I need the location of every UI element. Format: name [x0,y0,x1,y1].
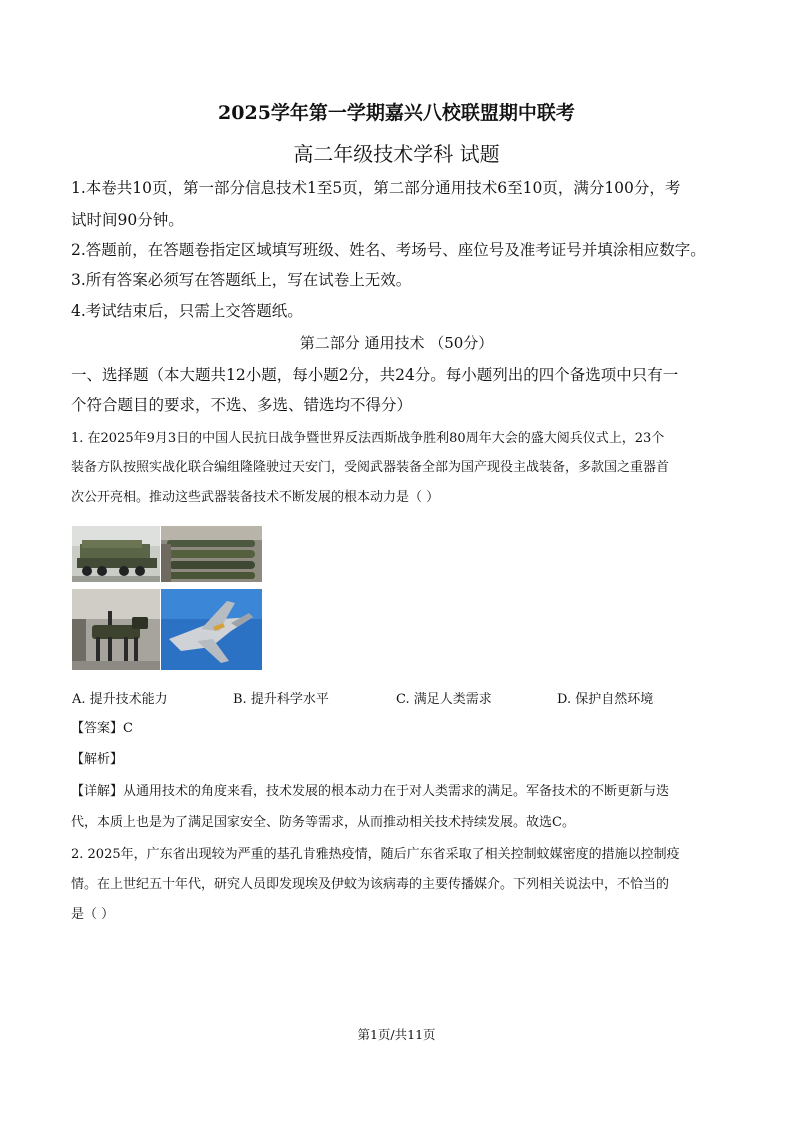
option-b: B. 提升科学水平 [233,692,329,707]
question-1-line: 装备方队按照实战化联合编组隆隆驶过天安门，受阅武器装备全部为国产现役主战装备，多款国之重器首 [71,460,670,475]
fighter-jet-photo [161,589,262,670]
question-1-line: 次公开亮相。推动这些武器装备技术不断发展的根本动力是（ ） [71,490,440,505]
page-number: 第1页/共11页 [357,1027,436,1042]
instruction-line: 1.本卷共10页，第一部分信息技术1至5页，第二部分通用技术6至10页，满分100分，考 [71,179,681,197]
missiles-photo [161,526,262,582]
rocket-launcher-photo [72,526,160,582]
analysis-label: 【解析】 [71,752,124,767]
instruction-line: 2.答题前，在答题卷指定区域填写班级、姓名、考场号、座位号及准考证号并填涂相应数字。 [71,241,706,259]
instruction-line: 试时间90分钟。 [71,211,184,229]
answer-line: 【答案】C [71,721,133,736]
section-intro-line: 个符合题目的要求，不选、多选、错选均不得分） [71,396,413,414]
question-2-line: 2. 2025年，广东省出现较为严重的基孔肯雅热疫情，随后广东省采取了相关控制蚊媒密度的措施以控制疫 [71,847,680,862]
option-c: C. 满足人类需求 [396,692,492,707]
question-1-line: 1. 在2025年9月3日的中国人民抗日战争暨世界反法西斯战争胜利80周年大会的盛大阅兵仪式上，23个 [71,431,665,446]
question-2-line: 情。在上世纪五十年代，研究人员即发现埃及伊蚊为该病毒的主要传播媒介。下列相关说法中，不恰当的 [71,877,670,892]
instruction-line: 3.所有答案必须写在答题纸上，写在试卷上无效。 [71,271,412,289]
section-title: 第二部分 通用技术 （50分） [299,334,494,352]
section-intro-line: 一、选择题（本大题共12小题，每小题2分，共24分。每小题列出的四个备选项中只有一 [71,366,679,384]
exam-title: 2025学年第一学期嘉兴八校联盟期中联考 [218,102,575,124]
exam-subtitle: 高二年级技术学科 试题 [293,142,500,166]
robot-dog-photo [72,589,160,670]
option-a: A. 提升技术能力 [72,692,168,707]
instruction-line: 4.考试结束后，只需上交答题纸。 [71,302,303,320]
option-d: D. 保护自然环境 [557,692,654,707]
detail-line: 【详解】从通用技术的角度来看，技术发展的根本动力在于对人类需求的满足。军备技术的不断更新与迭 [71,784,670,799]
detail-line: 代，本质上也是为了满足国家安全、防务等需求，从而推动相关技术持续发展。故选C。 [71,815,575,830]
question-2-line: 是（ ） [71,907,115,922]
